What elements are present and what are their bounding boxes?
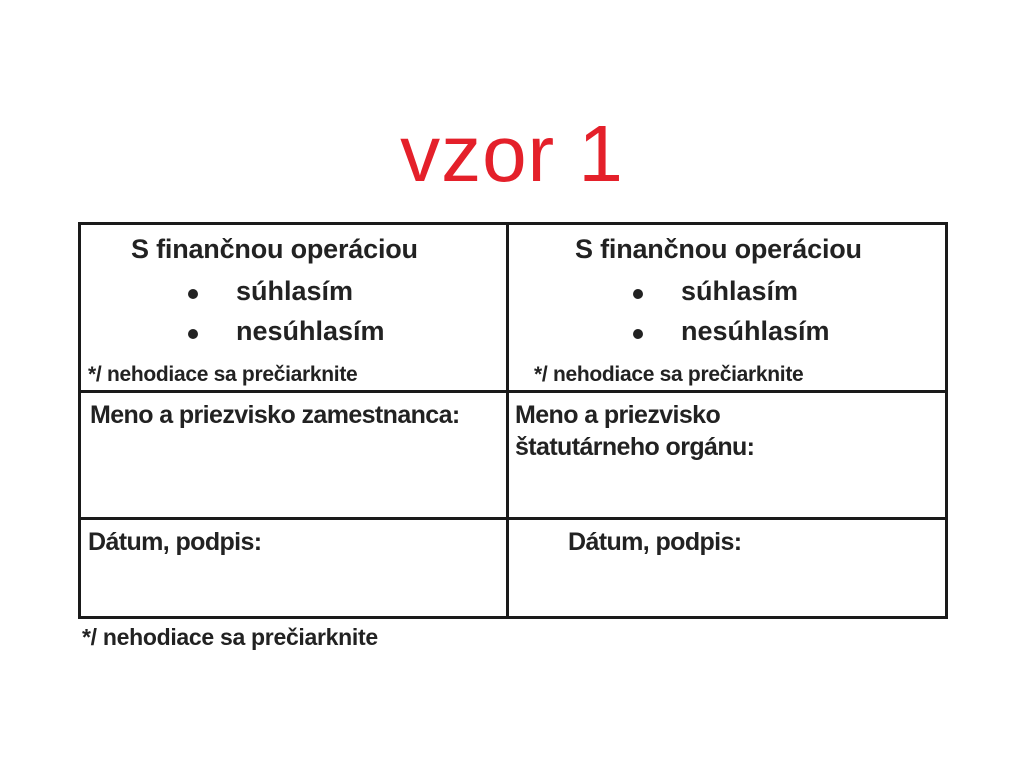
- right-bullet-agree: [633, 289, 643, 299]
- row-divider-2: [81, 517, 945, 520]
- consent-form-table: [78, 222, 948, 619]
- right-bullet-disagree: [633, 329, 643, 339]
- left-bullet-disagree: [188, 329, 198, 339]
- row-divider-1: [81, 390, 945, 393]
- left-heading: S finančnou operáciou: [131, 234, 418, 264]
- page-title: vzor 1: [400, 109, 624, 198]
- column-divider: [506, 225, 509, 616]
- left-bullet-agree: [188, 289, 198, 299]
- statutory-name-label-line1: Meno a priezvisko: [515, 401, 721, 429]
- statutory-name-label-line2: štatutárneho orgánu:: [515, 433, 755, 461]
- employee-name-label: Meno a priezvisko zamestnanca:: [90, 401, 460, 429]
- left-note: */ nehodiace sa prečiarknite: [88, 363, 358, 386]
- left-option-disagree[interactable]: nesúhlasím: [236, 316, 385, 346]
- right-date-signature-label: Dátum, podpis:: [568, 528, 742, 556]
- right-option-agree[interactable]: súhlasím: [681, 276, 799, 306]
- right-note: */ nehodiace sa prečiarknite: [534, 363, 804, 386]
- right-option-disagree[interactable]: nesúhlasím: [681, 316, 830, 346]
- left-option-agree[interactable]: súhlasím: [236, 276, 354, 306]
- left-date-signature-label: Dátum, podpis:: [88, 528, 262, 556]
- footnote: */ nehodiace sa prečiarknite: [82, 624, 378, 650]
- right-heading: S finančnou operáciou: [575, 234, 862, 264]
